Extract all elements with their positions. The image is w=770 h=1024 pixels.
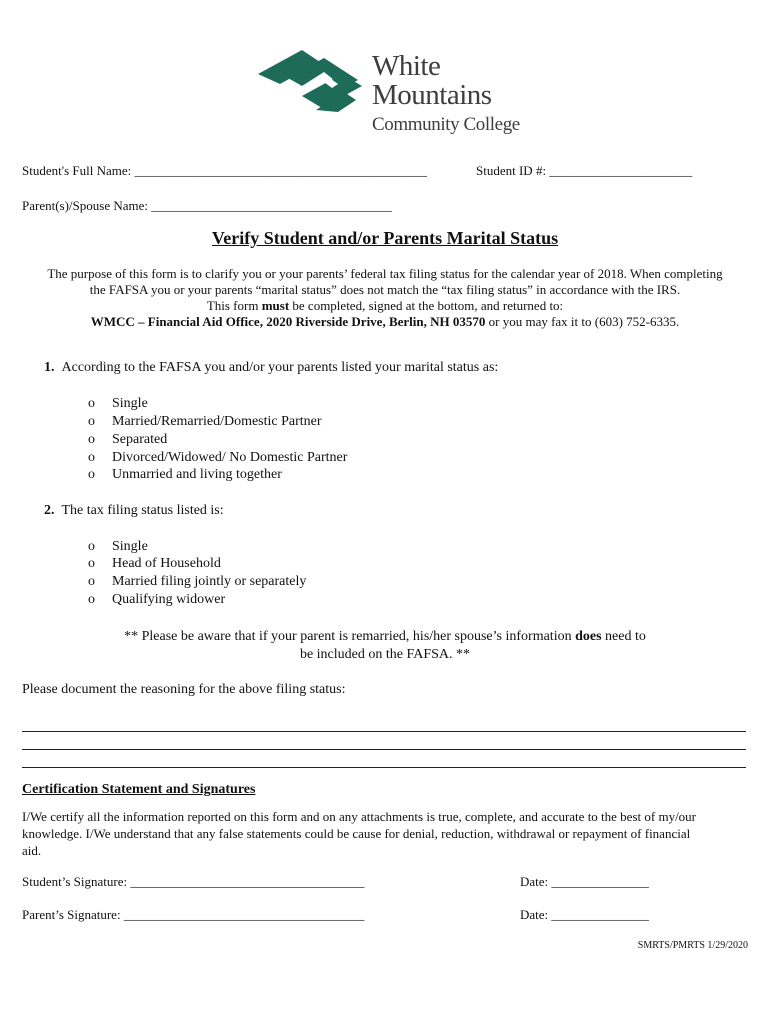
marital-option-married[interactable] — [88, 414, 322, 430]
fax-text: or you may fax it to (603) 752-6335. — [485, 314, 680, 329]
note-line-2: be included on the FAFSA. ** — [299, 647, 471, 662]
student-date-field[interactable]: Date: _______________ — [520, 874, 649, 889]
student-signature-field[interactable]: Student’s Signature: ____________________________________ — [22, 874, 365, 889]
remarried-note — [20, 628, 750, 664]
question-2 — [44, 503, 224, 519]
marital-option-single[interactable] — [88, 396, 148, 412]
tax-option-single[interactable] — [88, 539, 148, 555]
option-label: Separated — [112, 432, 168, 447]
certification-heading: Certification Statement and Signatures — [22, 782, 256, 797]
note-text: ** Please be aware that if your parent is remarried, his/her spouse’s information — [124, 629, 576, 644]
note-text: need to — [601, 629, 646, 644]
radio-bullet-icon[interactable]: o — [88, 432, 95, 447]
student-name-field[interactable]: Student's Full Name: _____________________________________________ — [22, 163, 427, 178]
question-1 — [44, 360, 498, 376]
question-text: The tax filing status listed is: — [61, 503, 224, 518]
purpose-line-4 — [20, 314, 750, 330]
certification-statement — [22, 808, 748, 859]
radio-bullet-icon[interactable]: o — [88, 414, 95, 429]
tax-option-married-filing[interactable] — [88, 574, 306, 590]
cert-line-3: aid. — [22, 843, 42, 858]
purpose-line-2: the FAFSA you or your parents “marital status” does not match the “tax filing status” in accordance with the IRS. — [89, 282, 681, 297]
option-label: Married filing jointly or separately — [112, 574, 307, 589]
logo-line-2: Mountains — [372, 79, 492, 111]
reasoning-prompt: Please document the reasoning for the above filing status: — [22, 682, 346, 697]
radio-bullet-icon[interactable]: o — [88, 574, 95, 589]
option-label: Qualifying widower — [112, 592, 226, 607]
student-id-field[interactable]: Student ID #: ______________________ — [476, 163, 693, 178]
parent-name-field[interactable]: Parent(s)/Spouse Name: _____________________________________ — [22, 198, 392, 213]
marital-option-separated[interactable] — [88, 432, 167, 448]
purpose-paragraph — [20, 266, 750, 330]
parent-date-field[interactable]: Date: _______________ — [520, 907, 649, 922]
form-code: SMRTS/PMRTS 1/29/2020 — [637, 940, 748, 951]
marital-option-divorced[interactable] — [88, 450, 347, 466]
radio-bullet-icon[interactable]: o — [88, 396, 95, 411]
option-label: Single — [112, 539, 148, 554]
question-number: 1. — [44, 360, 55, 375]
reasoning-line-3[interactable] — [22, 767, 746, 768]
radio-bullet-icon[interactable]: o — [88, 556, 95, 571]
note-line-1 — [20, 628, 750, 646]
question-number: 2. — [44, 503, 55, 518]
logo-line-1: White — [372, 50, 441, 82]
question-text: According to the FAFSA you and/or your parents listed your marital status as: — [61, 360, 499, 375]
option-label: Head of Household — [112, 556, 221, 571]
purpose-text: This form — [206, 298, 262, 313]
cert-line-2: knowledge. I/We understand that any false statements could be cause for denial, reduction, withdrawal or repayment of financial — [22, 826, 691, 841]
logo-line-3: Community College — [372, 114, 520, 135]
option-label: Unmarried and living together — [112, 467, 282, 482]
purpose-text: be completed, signed at the bottom, and returned to: — [289, 298, 564, 313]
reasoning-line-1[interactable] — [22, 731, 746, 732]
radio-bullet-icon[interactable]: o — [88, 467, 95, 482]
radio-bullet-icon[interactable]: o — [88, 450, 95, 465]
radio-bullet-icon[interactable]: o — [88, 539, 95, 554]
option-label: Single — [112, 396, 148, 411]
tax-option-head-of-household[interactable] — [88, 556, 221, 572]
marital-option-unmarried[interactable] — [88, 467, 282, 483]
purpose-line-1: The purpose of this form is to clarify you or your parents’ federal tax filing status for the calendar year of 2018. When completing — [47, 266, 723, 281]
note-emphasis: does — [575, 629, 602, 644]
mailing-address: WMCC – Financial Aid Office, 2020 Riverside Drive, Berlin, NH 03570 — [90, 314, 486, 329]
option-label: Married/Remarried/Domestic Partner — [112, 414, 322, 429]
option-label: Divorced/Widowed/ No Domestic Partner — [112, 450, 348, 465]
reasoning-line-2[interactable] — [22, 749, 746, 750]
tax-option-widower[interactable] — [88, 592, 225, 608]
parent-signature-field[interactable]: Parent’s Signature: _____________________________________ — [22, 907, 365, 922]
purpose-line-3 — [20, 298, 750, 314]
cert-line-1: I/We certify all the information reported on this form and on any attachments is true, complete, and accurate to the best of my/our — [22, 809, 697, 824]
purpose-emphasis: must — [261, 298, 290, 313]
form-title: Verify Student and/or Parents Marital Status — [211, 228, 559, 248]
radio-bullet-icon[interactable]: o — [88, 592, 95, 607]
college-wordmark — [372, 52, 520, 134]
